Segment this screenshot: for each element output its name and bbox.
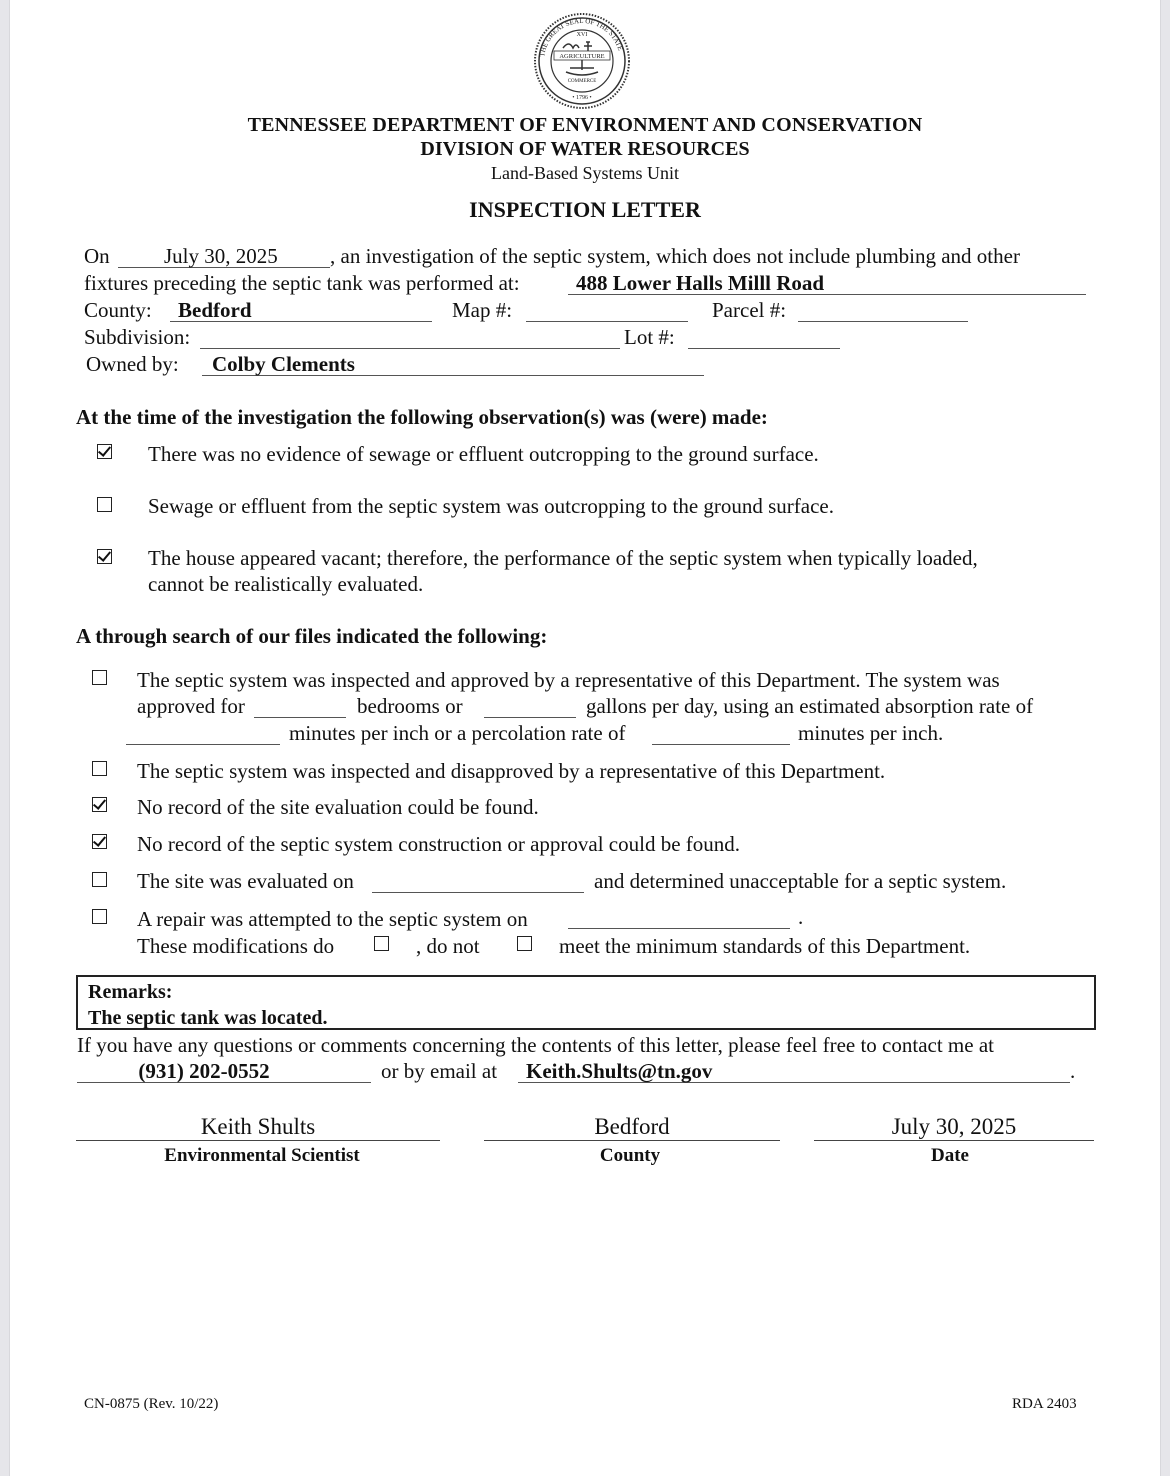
parcel-field[interactable]: [798, 298, 968, 322]
checkbox-no-site-evaluation[interactable]: [92, 797, 107, 812]
intro-text-1: , an investigation of the septic system, which does not include plumbing and other: [330, 244, 1020, 268]
email-field[interactable]: Keith.Shults@tn.gov: [518, 1059, 1070, 1083]
no-construction-record-text: No record of the septic system construction or approval could be found.: [137, 832, 741, 856]
map-label: Map #:: [452, 298, 513, 322]
map-field[interactable]: [526, 298, 688, 322]
files-heading: A through search of our files indicated the following:: [76, 624, 548, 648]
site-evaluated-text: The site was evaluated on: [137, 869, 354, 893]
observation-text: The house appeared vacant; therefore, the performance of the septic system when typically loaded,: [148, 546, 978, 570]
do-not-label: , do not: [416, 934, 480, 958]
bedrooms-or-label: bedrooms or: [357, 694, 463, 718]
signature-date-label: Date: [931, 1145, 969, 1166]
repair-date-field[interactable]: [568, 905, 790, 929]
checkbox-site-evaluated[interactable]: [92, 872, 107, 887]
modifications-text: These modifications do: [137, 934, 335, 958]
contact-text: If you have any questions or comments concerning the contents of this letter, please feel free to contact me at: [77, 1033, 994, 1057]
observation-text: There was no evidence of sewage or effluent outcropping to the ground surface.: [148, 442, 819, 466]
form-id: CN-0875 (Rev. 10/22): [84, 1396, 219, 1412]
signature-name-label: Environmental Scientist: [164, 1145, 360, 1166]
repair-period: .: [798, 905, 804, 929]
svg-text:THE GREAT SEAL OF THE STATE: THE GREAT SEAL OF THE STATE: [538, 16, 625, 58]
mpi-text: minutes per inch or a percolation rate of: [289, 721, 626, 745]
checkbox-modifications-do-not[interactable]: [517, 936, 532, 951]
observation-text: Sewage or effluent from the septic system was outcropping to the ground surface.: [148, 494, 835, 518]
absorption-rate-field[interactable]: [126, 721, 280, 745]
parcel-label: Parcel #:: [712, 298, 787, 322]
email-label: or by email at: [381, 1059, 498, 1083]
signature-line: [76, 1140, 440, 1141]
contact-period: .: [1070, 1059, 1076, 1083]
department-heading: TENNESSEE DEPARTMENT OF ENVIRONMENT AND CONSERVATION: [247, 114, 923, 136]
disapproved-text: The septic system was inspected and disapproved by a representative of this Department.: [137, 759, 886, 783]
division-heading: DIVISION OF WATER RESOURCES: [420, 138, 750, 160]
svg-text:COMMERCE: COMMERCE: [567, 79, 597, 84]
site-evaluated-text-2: and determined unacceptable for a septic system.: [594, 869, 1007, 893]
owner-field[interactable]: Colby Clements: [202, 352, 704, 376]
svg-text:• 1796 •: • 1796 •: [572, 95, 592, 101]
date-line: [814, 1140, 1094, 1141]
lot-label: Lot #:: [624, 325, 675, 349]
unit-heading: Land-Based Systems Unit: [491, 163, 679, 183]
signature-county: Bedford: [594, 1114, 670, 1139]
county-field[interactable]: Bedford: [170, 298, 432, 322]
gallons-field[interactable]: [484, 694, 576, 718]
tennessee-seal-icon: [530, 12, 634, 110]
approved-for-label: approved for: [137, 694, 245, 718]
county-label: County:: [84, 298, 152, 322]
mpi-end-text: minutes per inch.: [798, 721, 944, 745]
lot-field[interactable]: [688, 325, 840, 349]
no-site-evaluation-text: No record of the site evaluation could be found.: [137, 795, 539, 819]
svg-text:AGRICULTURE: AGRICULTURE: [559, 53, 605, 60]
checkbox-outcropping[interactable]: [97, 497, 112, 512]
checkbox-repair-attempted[interactable]: [92, 909, 107, 924]
document-title: INSPECTION LETTER: [469, 197, 701, 222]
on-label: On: [84, 244, 110, 268]
checkbox-modifications-do[interactable]: [374, 936, 389, 951]
bedrooms-field[interactable]: [254, 694, 346, 718]
subdivision-field[interactable]: [200, 325, 620, 349]
checkbox-no-outcropping[interactable]: [97, 444, 112, 459]
observations-heading: At the time of the investigation the following observation(s) was (were) made:: [76, 405, 768, 429]
investigation-date-field[interactable]: July 30, 2025: [118, 244, 330, 268]
approved-text: The septic system was inspected and approved by a representative of this Department. The system was: [137, 668, 1000, 692]
signature-county-label: County: [599, 1145, 661, 1166]
phone-field[interactable]: (931) 202-0552: [77, 1059, 371, 1083]
svg-text:XVI: XVI: [576, 32, 588, 38]
meet-standards-text: meet the minimum standards of this Department.: [559, 934, 971, 958]
intro-text-2: fixtures preceding the septic tank was performed at:: [84, 271, 520, 295]
site-evaluated-date-field[interactable]: [372, 869, 584, 893]
checkbox-house-vacant[interactable]: [97, 549, 112, 564]
address-field[interactable]: 488 Lower Halls Milll Road: [568, 271, 1086, 295]
observation-text-continued: cannot be realistically evaluated.: [148, 572, 424, 596]
remarks-text[interactable]: The septic tank was located.: [88, 1007, 328, 1029]
checkbox-approved[interactable]: [92, 670, 107, 685]
signature-name: Keith Shults: [200, 1114, 316, 1139]
signature-date: July 30, 2025: [891, 1114, 1017, 1139]
rda-number: RDA 2403: [1012, 1396, 1077, 1412]
repair-text: A repair was attempted to the septic system on: [137, 907, 528, 931]
checkbox-no-construction-record[interactable]: [92, 834, 107, 849]
remarks-label: Remarks:: [88, 981, 173, 1003]
gallons-text: gallons per day, using an estimated absorption rate of: [586, 694, 1034, 718]
owner-label: Owned by:: [86, 352, 179, 376]
percolation-rate-field[interactable]: [652, 721, 790, 745]
county-line: [484, 1140, 780, 1141]
subdivision-label: Subdivision:: [84, 325, 191, 349]
remarks-box: [76, 975, 1096, 1030]
checkbox-disapproved[interactable]: [92, 761, 107, 776]
